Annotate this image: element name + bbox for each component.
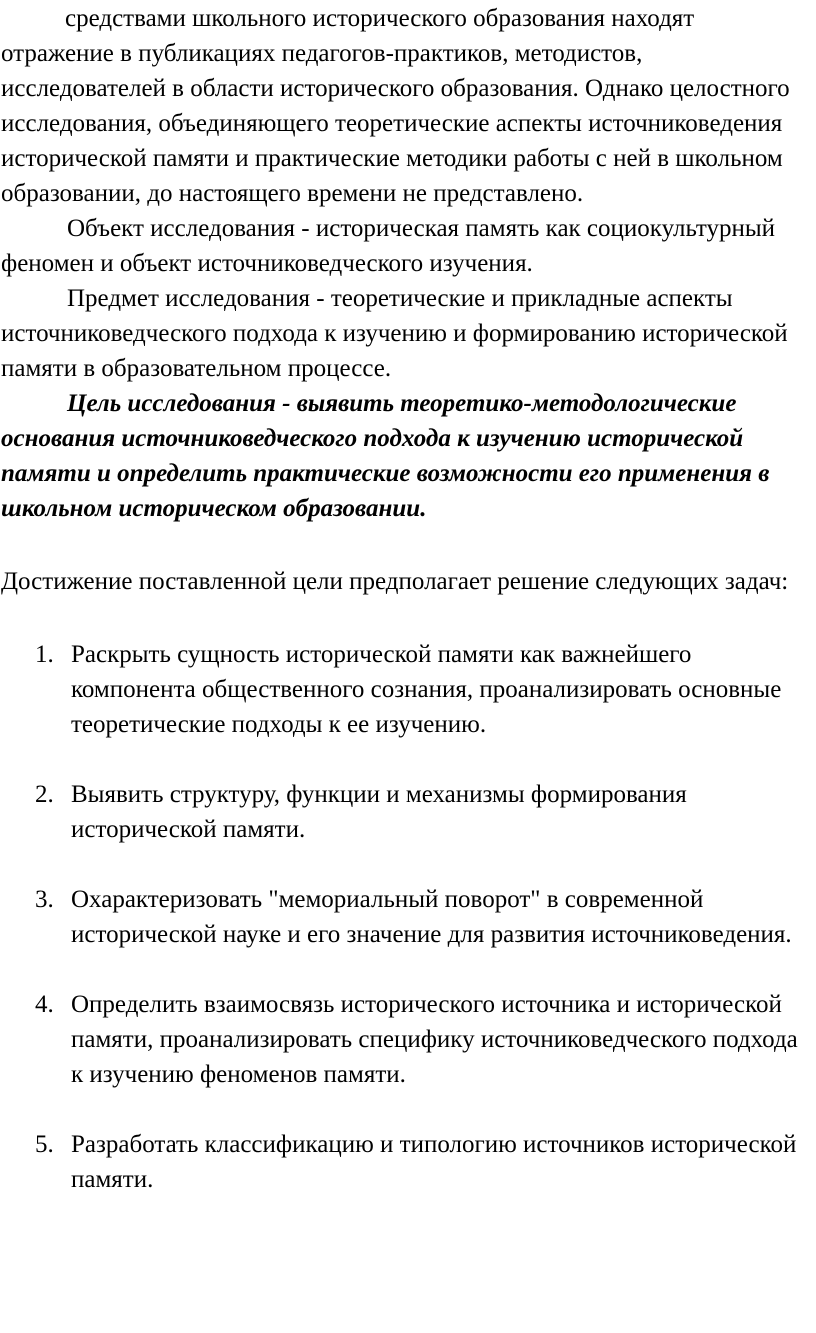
subject-paragraph: Предмет исследования - теоретические и прикладные аспекты источниковедческого подхода к изучению и формированию исторической памяти в образовательном процессе. bbox=[1, 285, 788, 382]
intro-text: отражение в публикациях педагогов-практиков, методистов, исследователей в области исторического образования. Однако целостного исследования, объединяющего теоретические аспекты источниковедения исторической памяти и практические методики работы с ней в школьном образовании, до настоящего времени не представлено. bbox=[1, 40, 790, 207]
list-item-number: 2. bbox=[35, 781, 54, 808]
list-item bbox=[1, 1127, 812, 1197]
list-item-text: Раскрыть сущность исторической памяти как важнейшего компонента общественного сознания, проанализировать основные теоретические подходы к ее изучению. bbox=[71, 641, 782, 738]
intro-paragraph bbox=[1, 0, 812, 211]
list-item bbox=[1, 882, 812, 952]
list-item bbox=[1, 987, 812, 1092]
object-paragraph: Объект исследования - историческая память как социокультурный феномен и объект источниковедческого изучения. bbox=[1, 215, 776, 277]
goal-paragraph: Цель исследования - выявить теоретико-методологические основания источниковедческого подхода к изучению исторической памяти и определить практические возможности его применения в школьном историческом образовании. bbox=[1, 390, 770, 522]
list-item bbox=[1, 777, 812, 847]
list-item-number: 4. bbox=[35, 991, 54, 1018]
intro-first-line: средствами школьного исторического образования находят bbox=[65, 5, 695, 32]
list-item-text: Охарактеризовать "мемориальный поворот" в современной исторической науке и его значение для развития источниковедения. bbox=[71, 886, 792, 948]
list-item-text: Разработать классификацию и типологию источников исторической памяти. bbox=[71, 1131, 797, 1193]
list-item bbox=[1, 637, 812, 742]
list-item-number: 5. bbox=[35, 1131, 54, 1158]
tasks-intro: Достижение поставленной цели предполагает решение следующих задач: bbox=[1, 568, 789, 595]
list-item-number: 3. bbox=[35, 886, 54, 913]
list-item-text: Определить взаимосвязь исторического источника и исторической памяти, проанализировать специфику источниковедческого подхода к изучению феноменов памяти. bbox=[71, 991, 798, 1088]
tasks-list bbox=[1, 637, 812, 1197]
list-item-text: Выявить структуру, функции и механизмы формирования исторической памяти. bbox=[71, 781, 687, 843]
list-item-number: 1. bbox=[35, 641, 54, 668]
